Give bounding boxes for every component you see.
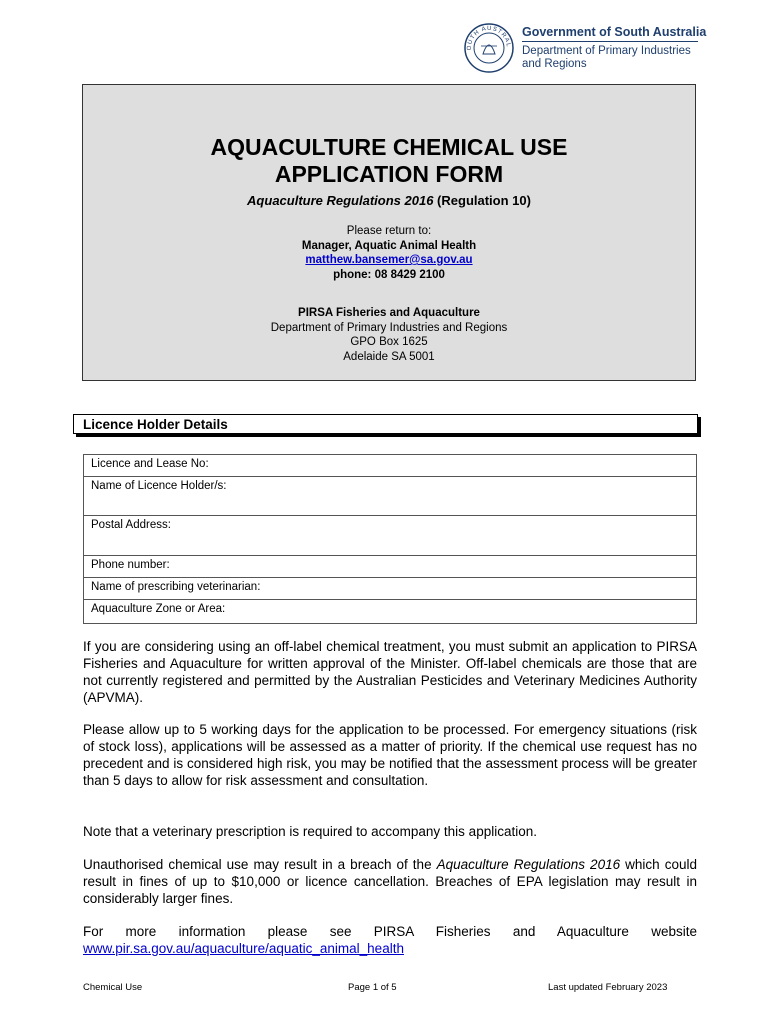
- pirsa-website-link[interactable]: www.pir.sa.gov.au/aquaculture/aquatic_animal_health: [83, 941, 404, 956]
- field-aquaculture-zone[interactable]: Aquaculture Zone or Area:: [91, 603, 226, 615]
- paragraph-prescription-note: Note that a veterinary prescription is required to accompany this application.: [83, 824, 537, 839]
- contact-name: Manager, Aquatic Animal Health: [301, 239, 477, 252]
- government-crest-logo: [463, 22, 515, 74]
- field-licence-lease-no[interactable]: Licence and Lease No:: [84, 455, 696, 477]
- city: Adelaide SA 5001: [343, 350, 435, 363]
- regulation-subtitle: [83, 193, 695, 208]
- title-box: [82, 84, 696, 381]
- department-line-1: Department of Primary Industries: [522, 45, 691, 57]
- regulation-number: (Regulation 10): [433, 193, 531, 208]
- return-contact: [83, 224, 695, 282]
- breach-text-post: which could result in fines of up to $10,000 or licence cancellation. Breaches of EPA legislation may result in considerably larger fines.: [83, 857, 697, 906]
- postal-address-block: [83, 306, 695, 364]
- department-name: [522, 45, 691, 71]
- government-title: Government of South Australia: [522, 25, 707, 39]
- field-licence-holder-name[interactable]: Name of Licence Holder/s:: [84, 477, 696, 516]
- po-box: GPO Box 1625: [350, 336, 428, 348]
- licence-details-table: [83, 454, 697, 624]
- breach-text-pre: Unauthorised chemical use may result in a breach of the: [83, 857, 437, 872]
- field-postal-address[interactable]: Postal Address:: [84, 516, 696, 556]
- email-link[interactable]: matthew.bansemer@sa.gov.au: [305, 254, 473, 266]
- header-rule: [522, 41, 698, 42]
- regulation-name: Aquaculture Regulations 2016: [247, 193, 434, 208]
- paragraph-off-label: If you are considering using an off-label chemical treatment, you must submit an application to PIRSA Fisheries and Aquaculture for written approval of the Minister. Off-label chemicals are those that are not currently registered and permitted by the Australian Pesticides and Veterinary Medicines Authority (APVMA).: [83, 639, 697, 705]
- department-line-2: and Regions: [522, 58, 587, 70]
- more-info-link-line: [83, 940, 697, 957]
- paragraph-processing-time: Please allow up to 5 working days for the application to be processed. For emergency situations (risk of stock loss), applications will be assessed as a matter of priority. If the chemical use request has no precedent and is considered high risk, you may be notified that the assessment process will be greater than 5 days to allow for risk assessment and consultation.: [83, 722, 697, 788]
- paragraph-breach-warning: [83, 856, 697, 907]
- footer-left: Chemical Use: [83, 982, 143, 993]
- paragraph-more-info: For more information please see PIRSA Fisheries and Aquaculture website: [83, 924, 697, 939]
- form-title-line-2: APPLICATION FORM: [274, 161, 504, 187]
- dept-name: Department of Primary Industries and Regions: [270, 321, 508, 334]
- licence-section-heading: Licence Holder Details: [73, 414, 698, 434]
- form-title: [83, 134, 695, 188]
- footer-page-number: Page 1 of 5: [348, 982, 397, 993]
- form-title-line-1: AQUACULTURE CHEMICAL USE: [210, 134, 568, 160]
- field-phone-number[interactable]: Phone number:: [84, 556, 696, 578]
- crest-text: OUTH AUSTRAL: [466, 25, 512, 51]
- org-name: PIRSA Fisheries and Aquaculture: [298, 307, 480, 319]
- return-to-label: Please return to:: [346, 225, 432, 237]
- breach-regulation-name: Aquaculture Regulations 2016: [436, 857, 621, 872]
- contact-phone: phone: 08 8429 2100: [333, 268, 445, 281]
- field-veterinarian-name[interactable]: Name of prescribing veterinarian:: [84, 578, 696, 600]
- footer-updated: Last updated February 2023: [548, 982, 668, 993]
